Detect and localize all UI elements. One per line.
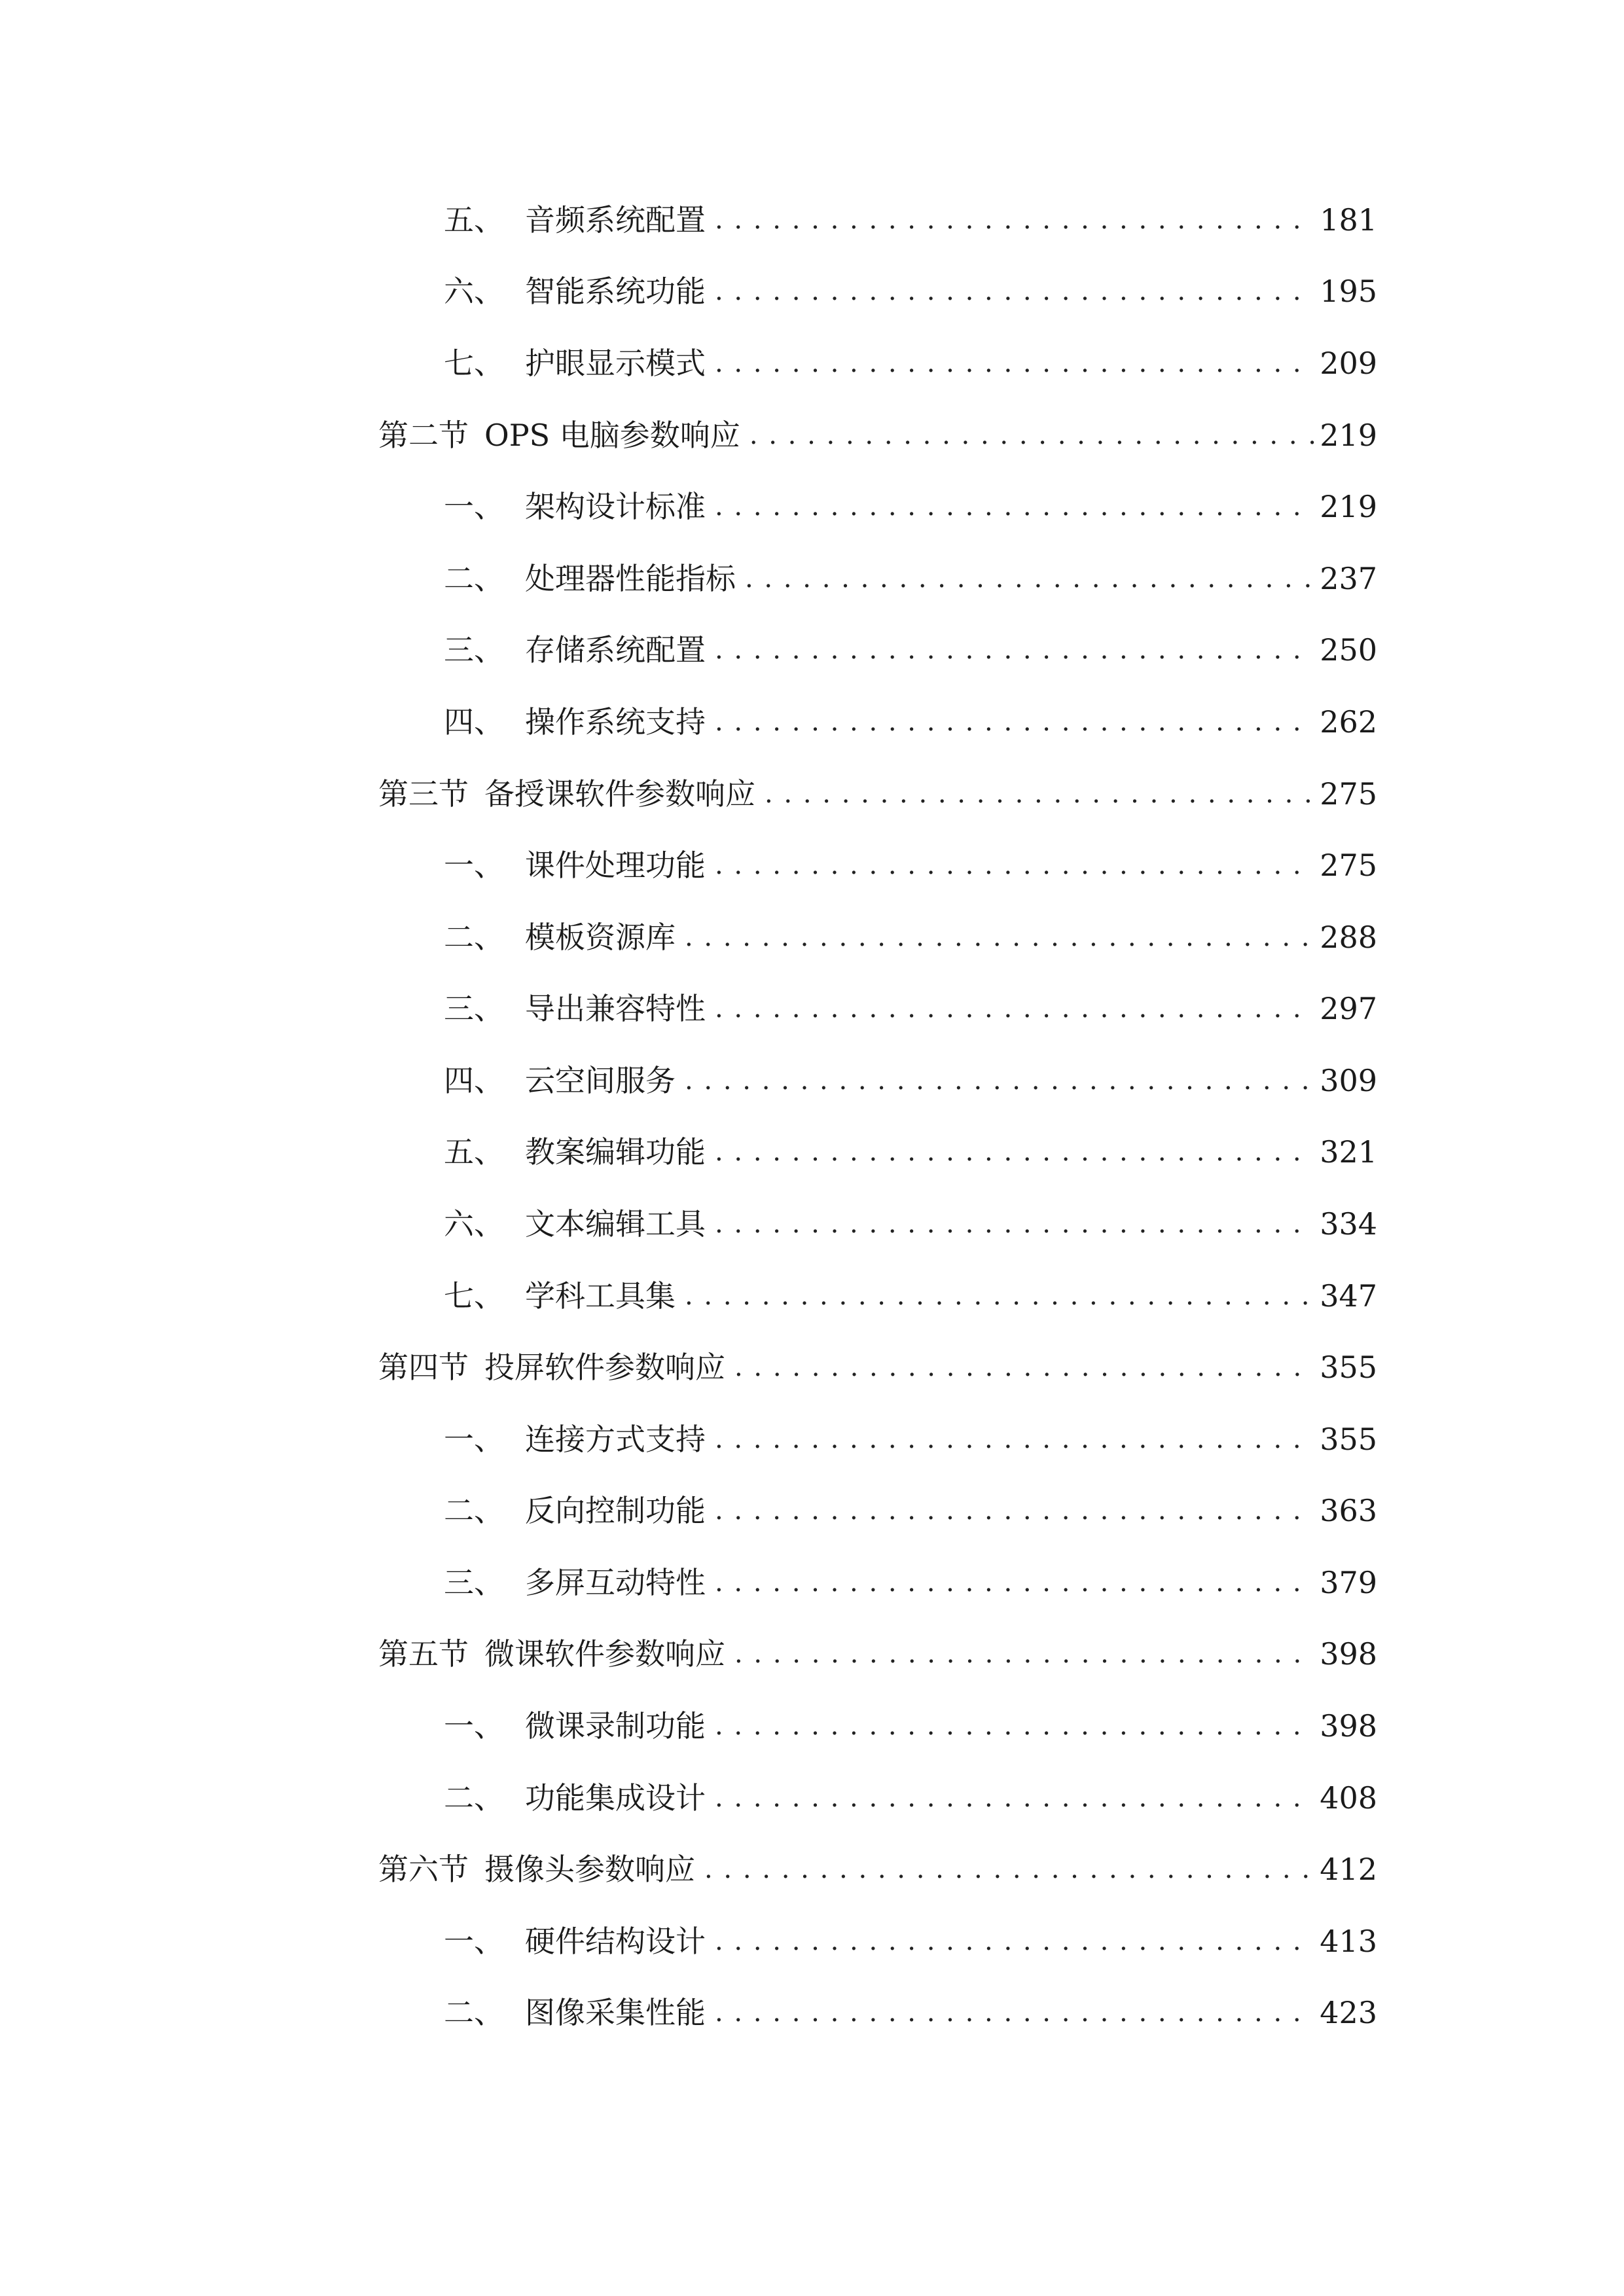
entry-title: 音频系统配置 <box>525 202 706 238</box>
dot-leader <box>715 1772 1314 1824</box>
dot-leader <box>749 409 1314 461</box>
entry-page-number: 398 <box>1320 1708 1377 1744</box>
entry-title: 文本编辑工具 <box>525 1206 706 1242</box>
entry-title: 课件处理功能 <box>525 848 706 883</box>
toc-entry[interactable] <box>444 337 1377 389</box>
entry-page-number: 334 <box>1320 1206 1377 1242</box>
dot-leader <box>685 911 1314 963</box>
entry-page-number: 363 <box>1320 1493 1377 1528</box>
entry-number: 一、 <box>444 1422 504 1457</box>
toc-entry[interactable] <box>444 624 1377 676</box>
entry-number: 六、 <box>444 1206 504 1242</box>
entry-title: 云空间服务 <box>525 1063 676 1098</box>
entry-number: 二、 <box>444 1780 504 1816</box>
entry-title: 微课录制功能 <box>525 1708 706 1744</box>
toc-entry[interactable] <box>444 480 1377 533</box>
entry-title: 多屏互动特性 <box>525 1565 706 1600</box>
entry-page-number: 413 <box>1320 1924 1377 1959</box>
dot-leader <box>715 337 1314 389</box>
toc-entry[interactable] <box>444 982 1377 1035</box>
dot-leader <box>734 1341 1314 1393</box>
entry-title: 图像采集性能 <box>525 1995 706 2030</box>
toc-entry[interactable] <box>444 911 1377 963</box>
dot-leader <box>715 480 1314 533</box>
toc-section-entry[interactable] <box>378 1341 1377 1393</box>
entry-number: 二、 <box>444 920 504 955</box>
toc-section-entry[interactable] <box>378 1843 1377 1895</box>
dot-leader <box>715 1915 1314 1967</box>
entry-title: 导出兼容特性 <box>525 991 706 1026</box>
entry-title: 投屏软件参数响应 <box>484 1350 725 1385</box>
toc-entry[interactable] <box>444 1198 1377 1250</box>
entry-number: 一、 <box>444 1708 504 1744</box>
toc-entry[interactable] <box>444 839 1377 891</box>
dot-leader <box>715 839 1314 891</box>
toc-entry[interactable] <box>444 265 1377 317</box>
toc-entry[interactable] <box>444 1126 1377 1178</box>
toc-entry[interactable] <box>444 194 1377 246</box>
entry-title: 教案编辑功能 <box>525 1134 706 1170</box>
entry-number: 六、 <box>444 274 504 309</box>
entry-number: 一、 <box>444 1924 504 1959</box>
toc-entry[interactable] <box>444 1556 1377 1609</box>
dot-leader <box>715 1556 1314 1609</box>
toc-entry[interactable] <box>444 1270 1377 1322</box>
entry-title: OPS 电脑参数响应 <box>484 418 740 453</box>
entry-number: 三、 <box>444 632 504 668</box>
dot-leader <box>715 1413 1314 1465</box>
entry-page-number: 275 <box>1320 848 1377 883</box>
dot-leader <box>715 1484 1314 1537</box>
entry-page-number: 412 <box>1320 1852 1377 1887</box>
entry-number: 四、 <box>444 704 504 740</box>
entry-title: 学科工具集 <box>525 1278 676 1314</box>
dot-leader <box>685 1270 1314 1322</box>
entry-title: 模板资源库 <box>525 920 676 955</box>
entry-title: 护眼显示模式 <box>525 346 706 381</box>
dot-leader <box>685 1054 1314 1107</box>
entry-page-number: 262 <box>1320 704 1377 740</box>
entry-page-number: 209 <box>1320 346 1377 381</box>
entry-title: 反向控制功能 <box>525 1493 706 1528</box>
section-number: 第三节 <box>378 776 469 812</box>
toc-section-entry[interactable] <box>378 1628 1377 1680</box>
entry-page-number: 219 <box>1320 418 1377 453</box>
entry-page-number: 181 <box>1320 202 1377 238</box>
entry-page-number: 398 <box>1320 1636 1377 1672</box>
entry-number: 一、 <box>444 848 504 883</box>
dot-leader <box>715 696 1314 748</box>
entry-number: 三、 <box>444 1565 504 1600</box>
toc-entry[interactable] <box>444 1772 1377 1824</box>
toc-entry[interactable] <box>444 1700 1377 1752</box>
entry-page-number: 309 <box>1320 1063 1377 1098</box>
entry-page-number: 288 <box>1320 920 1377 955</box>
entry-number: 二、 <box>444 561 504 596</box>
dot-leader <box>715 1700 1314 1752</box>
toc-entry[interactable] <box>444 1986 1377 2039</box>
toc-entry[interactable] <box>444 1915 1377 1967</box>
dot-leader <box>715 624 1314 676</box>
entry-number: 二、 <box>444 1995 504 2030</box>
entry-page-number: 275 <box>1320 776 1377 812</box>
toc-section-entry[interactable] <box>378 409 1377 461</box>
entry-title: 备授课软件参数响应 <box>484 776 755 812</box>
entry-page-number: 379 <box>1320 1565 1377 1600</box>
entry-title: 微课软件参数响应 <box>484 1636 725 1672</box>
entry-page-number: 297 <box>1320 991 1377 1026</box>
entry-page-number: 250 <box>1320 632 1377 668</box>
section-number: 第五节 <box>378 1636 469 1672</box>
entry-page-number: 423 <box>1320 1995 1377 2030</box>
entry-page-number: 219 <box>1320 489 1377 524</box>
entry-page-number: 321 <box>1320 1134 1377 1170</box>
entry-number: 二、 <box>444 1493 504 1528</box>
dot-leader <box>715 1198 1314 1250</box>
entry-page-number: 347 <box>1320 1278 1377 1314</box>
dot-leader <box>745 552 1314 605</box>
toc-entry[interactable] <box>444 1054 1377 1107</box>
entry-page-number: 355 <box>1320 1422 1377 1457</box>
dot-leader <box>715 1986 1314 2039</box>
entry-number: 七、 <box>444 346 504 381</box>
entry-title: 操作系统支持 <box>525 704 706 740</box>
toc-entry[interactable] <box>444 1413 1377 1465</box>
dot-leader <box>715 265 1314 317</box>
toc-entry[interactable] <box>444 552 1377 605</box>
entry-number: 五、 <box>444 1134 504 1170</box>
entry-number: 三、 <box>444 991 504 1026</box>
entry-title: 智能系统功能 <box>525 274 706 309</box>
entry-title: 摄像头参数响应 <box>484 1852 695 1887</box>
dot-leader <box>715 194 1314 246</box>
entry-number: 七、 <box>444 1278 504 1314</box>
entry-title: 功能集成设计 <box>525 1780 706 1816</box>
entry-number: 一、 <box>444 489 504 524</box>
entry-title: 处理器性能指标 <box>525 561 736 596</box>
entry-page-number: 408 <box>1320 1780 1377 1816</box>
dot-leader <box>734 1628 1314 1680</box>
entry-title: 硬件结构设计 <box>525 1924 706 1959</box>
section-number: 第二节 <box>378 418 469 453</box>
entry-page-number: 195 <box>1320 274 1377 309</box>
section-number: 第六节 <box>378 1852 469 1887</box>
entry-number: 五、 <box>444 202 504 238</box>
entry-title: 存储系统配置 <box>525 632 706 668</box>
dot-leader <box>715 982 1314 1035</box>
toc-entry[interactable] <box>444 1484 1377 1537</box>
toc-entry[interactable] <box>444 696 1377 748</box>
entry-page-number: 237 <box>1320 561 1377 596</box>
entry-title: 连接方式支持 <box>525 1422 706 1457</box>
entry-title: 架构设计标准 <box>525 489 706 524</box>
section-number: 第四节 <box>378 1350 469 1385</box>
entry-page-number: 355 <box>1320 1350 1377 1385</box>
entry-number: 四、 <box>444 1063 504 1098</box>
dot-leader <box>715 1126 1314 1178</box>
toc-section-entry[interactable] <box>378 768 1377 820</box>
dot-leader <box>765 768 1314 820</box>
dot-leader <box>704 1843 1314 1895</box>
